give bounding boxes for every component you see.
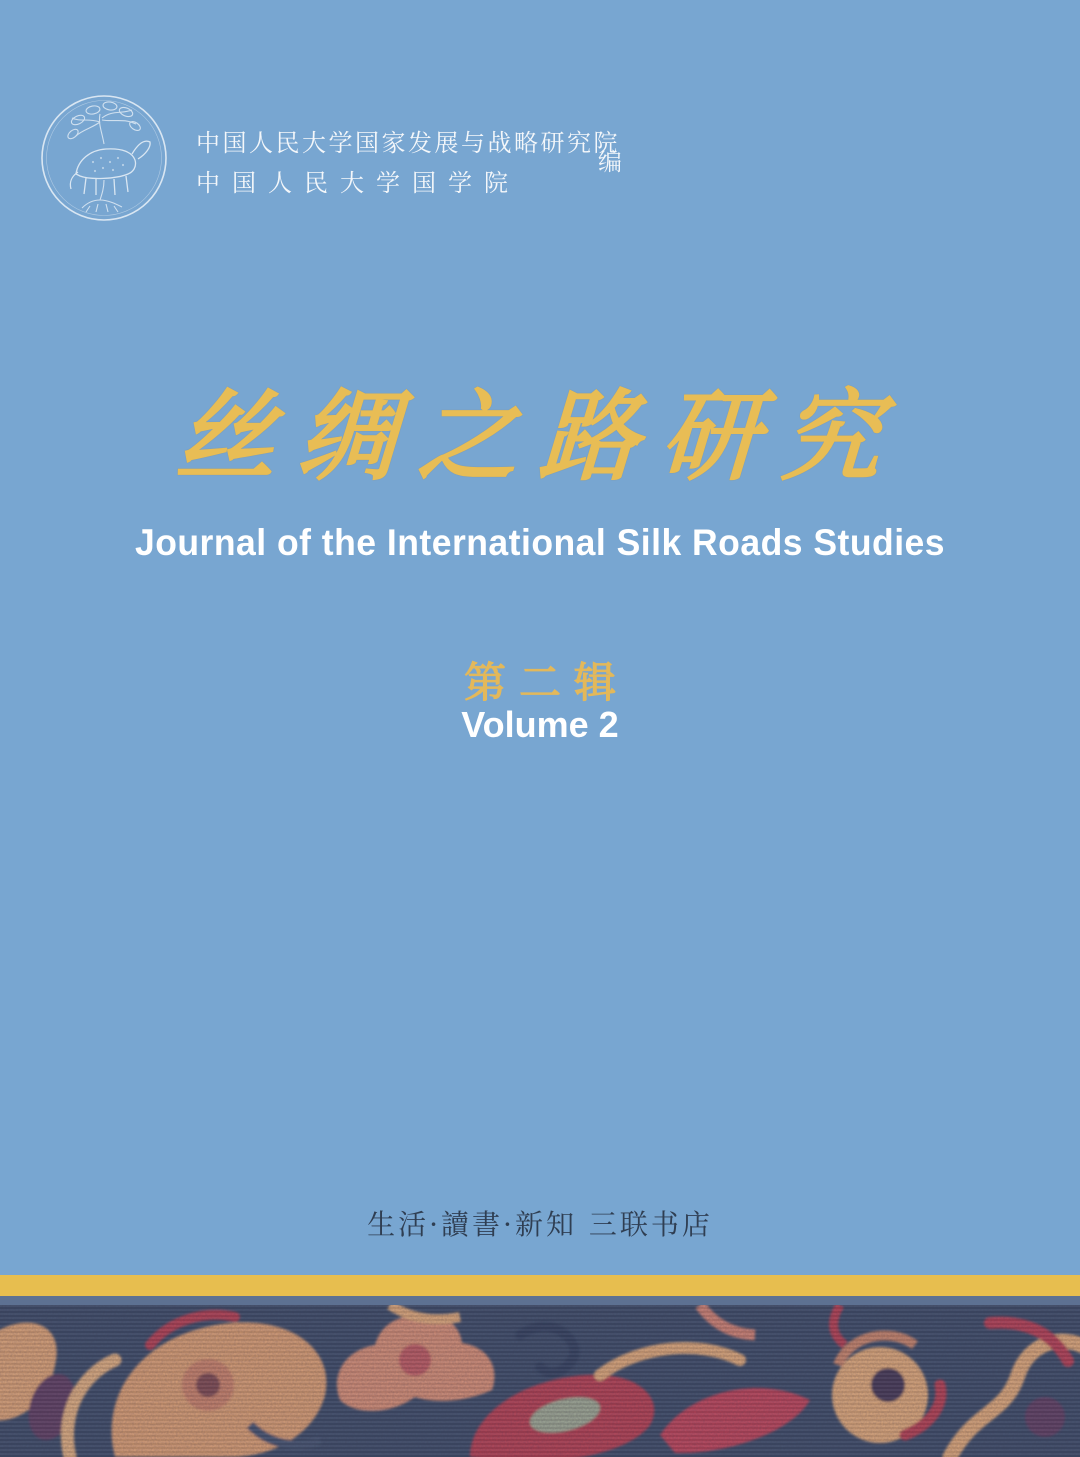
gold-divider-stripe [0,1275,1080,1296]
main-title-chinese: 丝绸之路研究 [173,379,906,495]
volume-label-chinese: 第二辑 [463,658,629,707]
silk-tapestry-band [0,1305,1080,1457]
editor-line-1: 中国人民大学国家发展与战略研究院 [196,129,620,157]
slate-divider-stripe [0,1296,1080,1305]
main-title-english: Journal of the International Silk Roads Studies [134,522,946,563]
horse-under-tree-seal-icon [38,92,170,224]
volume-label-english: Volume 2 [461,704,619,745]
editor-institutions [196,126,620,200]
editor-role-label: 编 [598,148,622,176]
editor-line-2: 中国人民大学国学院 [196,169,520,197]
publisher-imprint: 生活·讀書·新知 三联书店 [367,1208,713,1241]
